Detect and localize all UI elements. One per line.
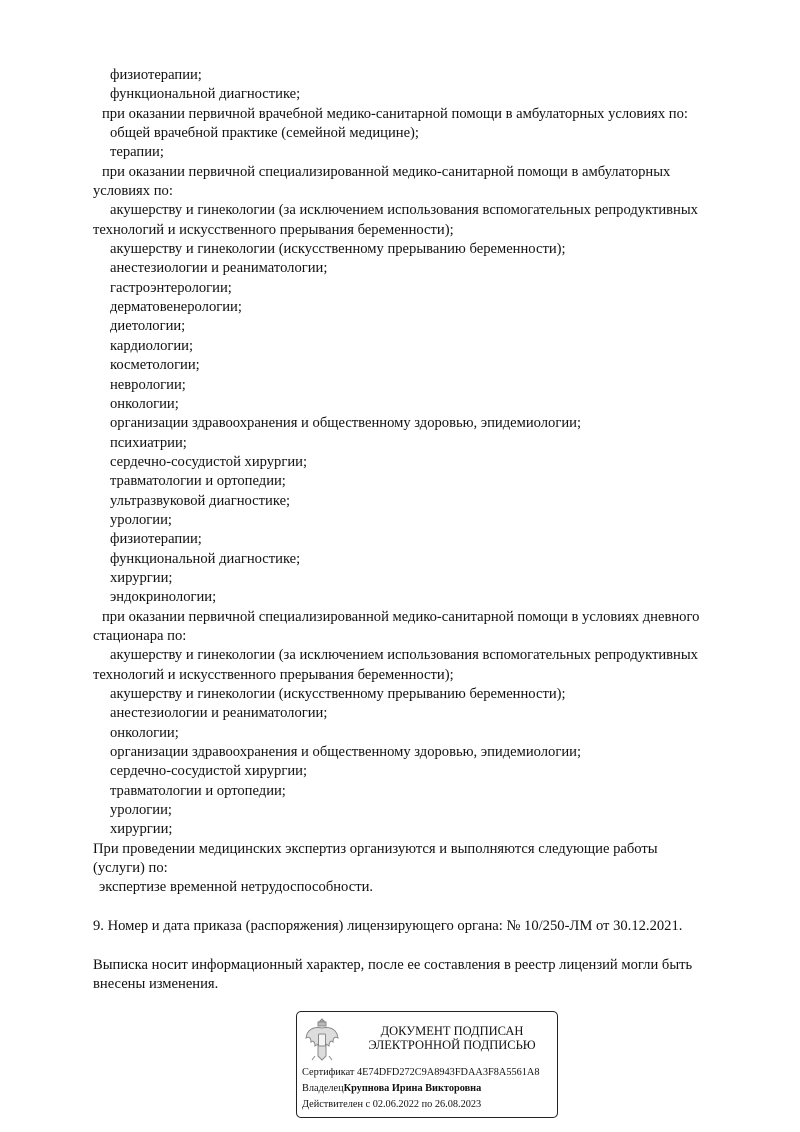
document-line: при оказании первичной врачебной медико-санитарной помощи в амбулаторных условиях по: — [102, 105, 688, 122]
document-line: дерматовенерологии; — [110, 299, 242, 316]
certificate-row — [302, 1067, 540, 1078]
document-line: онкологии; — [110, 395, 179, 412]
document-line: технологий и искусственного прерывания беременности); — [93, 666, 454, 683]
document-line: анестезиологии и реаниматологии; — [110, 705, 328, 722]
document-line: психиатрии; — [110, 434, 187, 451]
document-line: гастроэнтерологии; — [110, 279, 232, 296]
validity-value: с 02.06.2022 по 26.08.2023 — [365, 1099, 482, 1110]
document-line: (услуги) по: — [93, 860, 168, 877]
document-line: хирургии; — [110, 569, 173, 586]
document-line: внесены изменения. — [93, 976, 219, 993]
document-line: Выписка носит информационный характер, после ее составления в реестр лицензий могли быть — [93, 956, 693, 973]
document-line: терапии; — [110, 144, 164, 161]
document-line: сердечно-сосудистой хирургии; — [110, 453, 308, 470]
document-line: функциональной диагностике; — [110, 550, 301, 567]
document-line: кардиологии; — [110, 337, 194, 354]
document-line: при оказании первичной специализированной медико-санитарной помощи в амбулаторных — [102, 163, 671, 180]
signature-title-line1: ДОКУМЕНТ ПОДПИСАН — [380, 1024, 524, 1038]
validity-label: Действителен — [302, 1099, 363, 1110]
document-line: общей врачебной практике (семейной медицине); — [110, 125, 419, 142]
owner-label: Владелец — [302, 1083, 344, 1094]
document-line: технологий и искусственного прерывания беременности); — [93, 221, 454, 238]
coat-of-arms-icon — [303, 1016, 341, 1064]
document-line: функциональной диагностике; — [110, 86, 301, 103]
document-line: акушерству и гинекологии (искусственному прерыванию беременности); — [110, 686, 566, 702]
document-line: эндокринологии; — [110, 589, 217, 606]
document-body — [93, 66, 763, 995]
document-line: травматологии и ортопедии; — [110, 473, 286, 490]
document-line: травматологии и ортопедии; — [110, 782, 286, 799]
blank-line — [93, 936, 763, 955]
blank-line — [93, 898, 763, 917]
signature-title — [357, 1024, 547, 1052]
document-line: диетологии; — [110, 318, 186, 335]
document-line: физиотерапии; — [110, 531, 202, 548]
document-line: условиях по: — [93, 183, 173, 200]
document-line: организации здравоохранения и общественному здоровью, эпидемиологии; — [110, 415, 582, 432]
document-line: 9. Номер и дата приказа (распоряжения) лицензирующего органа: № 10/250-ЛМ от 30.12.2021. — [93, 918, 683, 935]
document-line: урологии; — [110, 511, 172, 528]
document-line: При проведении медицинских экспертиз организуются и выполняются следующие работы — [93, 840, 658, 857]
validity-row — [302, 1099, 481, 1110]
document-line: анестезиологии и реаниматологии; — [110, 260, 328, 277]
document-line: акушерству и гинекологии (за исключением использования вспомогательных репродуктивных — [110, 647, 698, 664]
document-line: экспертизе временной нетрудоспособности. — [99, 879, 374, 896]
electronic-signature-stamp — [296, 1011, 558, 1118]
document-line: урологии; — [110, 802, 172, 819]
document-line: организации здравоохранения и общественному здоровью, эпидемиологии; — [110, 744, 582, 761]
certificate-label: Сертификат — [302, 1067, 355, 1078]
document-line: косметологии; — [110, 357, 200, 374]
signature-title-line2: ЭЛЕКТРОННОЙ ПОДПИСЬЮ — [368, 1038, 536, 1052]
document-line: акушерству и гинекологии (за исключением использования вспомогательных репродуктивных — [110, 202, 698, 219]
owner-row — [302, 1083, 481, 1094]
document-line: онкологии; — [110, 724, 179, 741]
document-line: сердечно-сосудистой хирургии; — [110, 763, 308, 780]
document-line: при оказании первичной специализированной медико-санитарной помощи в условиях дневного — [102, 608, 700, 625]
document-line: неврологии; — [110, 376, 186, 393]
document-line: стационара по: — [93, 627, 187, 644]
certificate-value: 4E74DFD272C9A8943FDAA3F8A5561A8 — [357, 1067, 540, 1078]
document-line: ультразвуковой диагностике; — [110, 492, 291, 509]
document-line: хирургии; — [110, 821, 173, 838]
document-line: физиотерапии; — [110, 67, 202, 83]
document-line: акушерству и гинекологии (искусственному прерыванию беременности); — [110, 241, 566, 258]
owner-value: Крупнова Ирина Викторовна — [343, 1083, 482, 1094]
